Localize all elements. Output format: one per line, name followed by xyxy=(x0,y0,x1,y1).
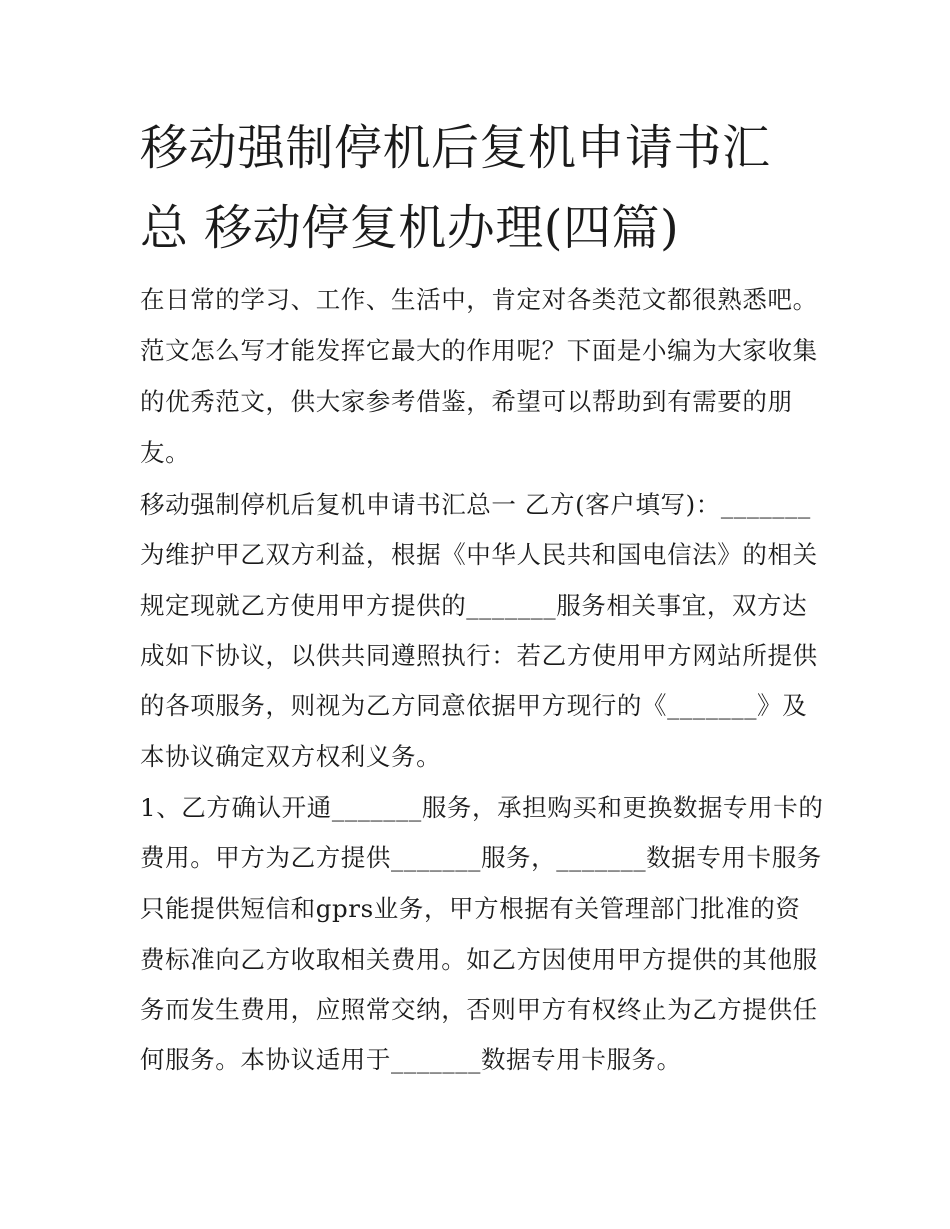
clause-line: 费标准向乙方收取相关费用。如乙方因使用甲方提供的其他服 xyxy=(140,945,818,974)
intro-line: 的优秀范文，供大家参考借鉴，希望可以帮助到有需要的朋 xyxy=(140,387,793,416)
section-line: 为维护甲乙双方利益，根据《中华人民共和国电信法》的相关 xyxy=(140,540,818,569)
document-title-line-1: 移动强制停机后复机申请书汇 xyxy=(140,120,771,176)
document-title-line-2: 总 移动停复机办理(四篇) xyxy=(140,200,680,256)
intro-line: 在日常的学习、工作、生活中，肯定对各类范文都很熟悉吧。 xyxy=(140,285,818,314)
clause-line: 费用。甲方为乙方提供_______服务，_______数据专用卡服务 xyxy=(140,843,822,872)
section-line: 成如下协议，以供共同遵照执行：若乙方使用甲方网站所提供 xyxy=(140,641,818,670)
section-line: 规定现就乙方使用甲方提供的_______服务相关事宜，双方达 xyxy=(140,591,808,620)
intro-line: 范文怎么写才能发挥它最大的作用呢？下面是小编为大家收集 xyxy=(140,336,818,365)
intro-line: 友。 xyxy=(140,438,191,467)
clause-line: 何服务。本协议适用于_______数据专用卡服务。 xyxy=(140,1045,682,1074)
clause-line: 1、乙方确认开通_______服务，承担购买和更换数据专用卡的 xyxy=(140,793,824,822)
section-line: 的各项服务，则视为乙方同意依据甲方现行的《_______》及 xyxy=(140,691,808,720)
clause-line: 务而发生费用，应照常交纳，否则甲方有权终止为乙方提供任 xyxy=(140,995,818,1024)
section-line: 移动强制停机后复机申请书汇总一 乙方(客户填写)：_______ xyxy=(140,490,811,519)
clause-line: 只能提供短信和gprs业务，甲方根据有关管理部门批准的资 xyxy=(140,894,801,923)
section-line: 本协议确定双方权利义务。 xyxy=(140,742,442,771)
